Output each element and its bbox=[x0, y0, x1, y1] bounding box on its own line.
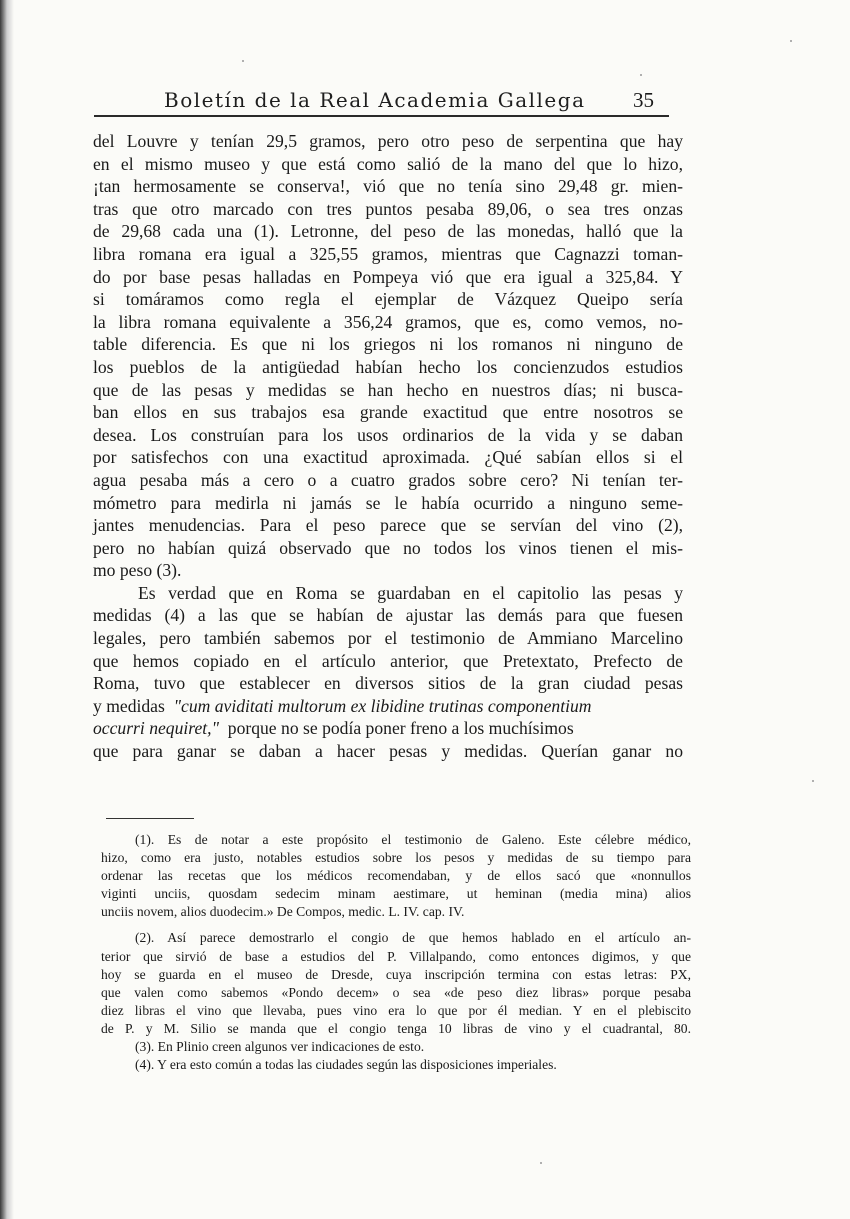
footnotes bbox=[101, 831, 691, 1074]
paper-speck bbox=[640, 74, 642, 76]
footnote-line: ordenar las recetas que los médicos recomendaban, y de ellos sacó que «nonnullos bbox=[101, 868, 691, 884]
text-line: agua pesaba más a cero o a cuatro grados sobre cero? Ni tenían ter- bbox=[93, 469, 683, 490]
footnote-line: (2). Así parece demostrarlo el congio de que hemos hablado en el artículo an- bbox=[135, 930, 691, 946]
text-line: ban ellos en sus trabajos esa grande exactitud que entre nosotros se bbox=[93, 402, 683, 423]
text-line bbox=[93, 717, 683, 740]
footnote-line: (3). En Plinio creen algunos ver indicaciones de esto. bbox=[135, 1039, 425, 1055]
footnote-line: unciis novem, alios duodecim.» De Compos, medic. L. IV. cap. IV. bbox=[101, 904, 465, 920]
footnote-line: hizo, como era justo, notables estudios sobre los pesos y medidas de su tiempo para bbox=[101, 850, 691, 866]
text-line: jantes menudencias. Para el peso parece que se servían del vino (2), bbox=[93, 515, 683, 536]
page-number: 35 bbox=[633, 88, 654, 112]
footnote-line: viginti unciis, quosdam sedecim minam aestimare, ut heminan (media mina) alios bbox=[101, 886, 691, 902]
text-line: mómetro para medirla ni jamás se le había ocurrido a ninguno seme- bbox=[93, 492, 683, 513]
text-line: do por base pesas halladas en Pompeya vió que era igual a 325,84. Y bbox=[93, 266, 683, 287]
footnote-line: (4). Y era esto común a todas las ciudades según las disposiciones imperiales. bbox=[135, 1057, 557, 1073]
text-line: table diferencia. Es que ni los griegos ni los romanos ni ninguno de bbox=[93, 334, 683, 355]
main-text bbox=[93, 130, 683, 763]
text-line: Roma, tuvo que establecer en diversos sitios de la gran ciudad pesas bbox=[93, 673, 683, 694]
footnote-line: (1). Es de notar a este propósito el testimonio de Galeno. Este célebre médico, bbox=[135, 832, 691, 847]
footnote-line: de P. y M. Silio se manda que el congio tenga 10 libras de vino y el cuadrantal, 80. bbox=[101, 1020, 691, 1036]
footnote-rule bbox=[106, 818, 194, 819]
journal-title: Boletín de la Real Academia Gallega bbox=[164, 88, 586, 112]
footnote-line: hoy se guarda en el museo de Dresde, cuya inscripción termina con estas letras: PX, bbox=[101, 966, 691, 982]
footnote-line: terior que sirvió de base a estudios del P. Villalpando, como entonces digimos, y que bbox=[101, 948, 691, 964]
text-line: los pueblos de la antigüedad habían hecho los concienzudos estudios bbox=[93, 356, 683, 377]
text-line: que de las pesas y medidas se han hecho en nuestros días; ni busca- bbox=[93, 379, 683, 400]
footnote-2 bbox=[101, 929, 691, 1038]
text-line: que hemos copiado en el artículo anterior, que Pretextato, Prefecto de bbox=[93, 650, 683, 671]
text-segment: y medidas bbox=[93, 695, 165, 716]
text-line: por satisfechos con una exactitud aproximada. ¿Qué sabían ellos si el bbox=[93, 447, 683, 468]
footnote-1 bbox=[101, 831, 691, 921]
page-binding-edge bbox=[0, 0, 14, 1219]
text-line: medidas (4) a las que se habían de ajustar las demás para que fuesen bbox=[93, 605, 683, 626]
paper-speck bbox=[812, 780, 814, 782]
text-line: pero no habían quizá observado que no todos los vinos tienen el mis- bbox=[93, 537, 683, 558]
text-line bbox=[93, 695, 683, 718]
text-segment: porque no se podía poner freno a los muchísimos bbox=[227, 718, 574, 739]
paper-speck bbox=[242, 60, 244, 62]
paper-speck bbox=[790, 40, 792, 42]
footnote-line: que valen como sabemos «Pondo decem» o sea «de peso diez libras» porque pesaba bbox=[101, 984, 691, 1000]
footnote-line: diez libras el vino que llevaba, pues vino era lo que por él median. Y en el plebiscito bbox=[101, 1002, 691, 1018]
text-line: que para ganar se daban a hacer pesas y medidas. Querían ganar no bbox=[93, 741, 683, 762]
text-line: la libra romana equivalente a 356,24 gramos, que es, como vemos, no- bbox=[93, 311, 683, 332]
text-line: de 29,68 cada una (1). Letronne, del peso de las monedas, halló que la bbox=[93, 221, 683, 242]
footnote-3 bbox=[101, 1038, 691, 1056]
paragraph-start-line: Es verdad que en Roma se guardaban en el capitolio las pesas y bbox=[138, 582, 683, 603]
running-header bbox=[94, 84, 666, 118]
text-line: ¡tan hermosamente se conserva!, vió que no tenía sino 29,48 gr. mien- bbox=[93, 176, 683, 197]
paragraph-end-line: mo peso (3). bbox=[93, 560, 182, 581]
footnote-4 bbox=[101, 1056, 691, 1074]
latin-quote: "cum aviditati multorum ex libidine trutinas componentium bbox=[173, 695, 592, 716]
text-line: si tomáramos como regla el ejemplar de Vázquez Queipo sería bbox=[93, 289, 683, 310]
latin-quote: occurri nequiret," bbox=[93, 718, 219, 739]
text-line: en el mismo museo y que está como salió de la mano del que lo hizo, bbox=[93, 153, 683, 174]
text-line: del Louvre y tenían 29,5 gramos, pero otro peso de serpentina que hay bbox=[93, 131, 683, 151]
text-line: tras que otro marcado con tres puntos pesaba 89,06, o sea tres onzas bbox=[93, 198, 683, 219]
header-rule bbox=[94, 115, 669, 117]
paper-speck bbox=[540, 1162, 542, 1164]
text-line: desea. Los construían para los usos ordinarios de la vida y se daban bbox=[93, 424, 683, 445]
text-line: legales, pero también sabemos por el testimonio de Ammiano Marcelino bbox=[93, 628, 683, 649]
text-line: libra romana era igual a 325,55 gramos, mientras que Cagnazzi toman- bbox=[93, 243, 683, 264]
